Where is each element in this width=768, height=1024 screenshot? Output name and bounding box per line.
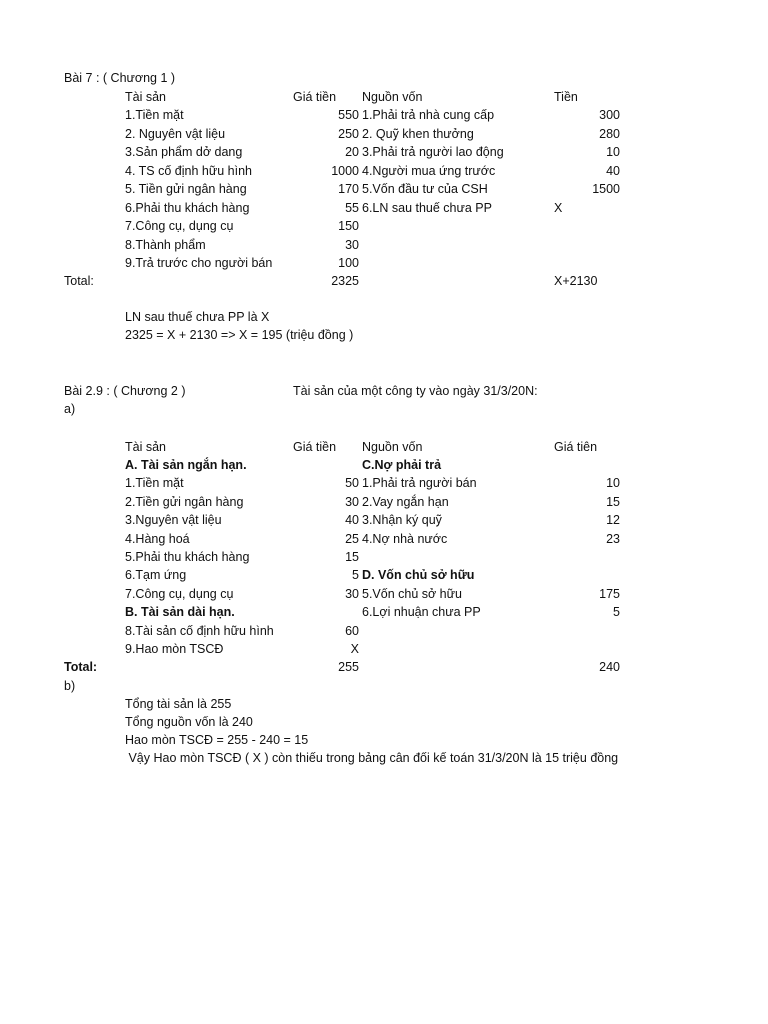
ex1-row-5-source-name: 5.Vốn đầu tư của CSH <box>362 182 488 196</box>
ex1-header-asset: Tài sản <box>125 90 166 104</box>
ex2-row-5-asset-amount: 25 <box>345 531 359 546</box>
ex2-row-10-asset-name: 8.Tài sản cố định hữu hình <box>125 623 274 638</box>
ex1-row-1-source-amount: 300 <box>599 108 620 122</box>
ex2-row-3-asset-amount: 30 <box>345 494 359 509</box>
ex1-row-6-source-amount: X <box>554 200 563 215</box>
ex1-row-3-source-amount: 10 <box>606 145 620 159</box>
ex2-note-4: Vậy Hao mòn TSCĐ ( X ) còn thiếu trong bảng cân đối kế toán 31/3/20N là 15 triệu đồng <box>125 751 619 765</box>
ex1-row-2-source-amount: 280 <box>599 126 620 141</box>
ex2-row-6-asset-name: 5.Phải thu khách hàng <box>125 550 250 564</box>
ex2-row-4-asset-amount: 40 <box>345 513 359 528</box>
ex1-row-1-asset-amount: 550 <box>338 108 359 122</box>
ex2-row-5-source-amount: 23 <box>606 531 620 546</box>
ex1-row-5-asset-name: 5. Tiền gửi ngân hàng <box>125 182 247 196</box>
ex2-row-7-asset-amount: 5 <box>352 568 359 583</box>
ex2-total-assets: 255 <box>338 660 359 674</box>
ex2-header-amount: Giá tiền <box>293 440 337 454</box>
ex1-row-7-asset-amount: 150 <box>338 219 359 233</box>
ex1-row-4-asset-amount: 1000 <box>331 163 359 178</box>
ex1-row-9-asset-amount: 100 <box>338 256 359 270</box>
ex2-row-5-asset-name: 4.Hàng hoá <box>125 531 190 546</box>
ex2-row-3-source-amount: 15 <box>606 494 620 509</box>
ex1-header-money: Tiền <box>554 90 578 104</box>
ex2-row-4-asset-name: 3.Nguyên vật liệu <box>125 513 222 528</box>
ex2-row-9-asset-name: B. Tài sản dài hạn. <box>125 605 235 620</box>
ex2-row-5-source-name: 4.Nợ nhà nước <box>362 531 448 546</box>
ex1-row-3-asset-name: 3.Sản phẩm dở dang <box>125 145 243 159</box>
ex1-row-7-asset-name: 7.Công cụ, dụng cụ <box>125 219 234 233</box>
ex1-row-4-source-name: 4.Người mua ứng trước <box>362 163 496 178</box>
ex1-header-amount: Giá tiền <box>293 90 337 104</box>
ex2-row-3-source-name: 2.Vay ngắn hạn <box>362 494 449 509</box>
ex1-row-1-source-name: 1.Phải trả nhà cung cấp <box>362 108 495 122</box>
ex2-row-9-source-name: 6.Lợi nhuận chưa PP <box>362 605 481 620</box>
ex2-row-8-source-name: 5.Vốn chủ sở hữu <box>362 586 462 601</box>
ex1-row-5-source-amount: 1500 <box>592 182 620 196</box>
ex1-row-2-asset-name: 2. Nguyên vật liệu <box>125 126 226 141</box>
ex2-row-7-source-name: D. Vốn chủ sở hữu <box>362 568 475 583</box>
ex2-row-2-asset-amount: 50 <box>345 476 359 491</box>
ex1-row-9-asset-name: 9.Trả trước cho người bán <box>125 256 273 270</box>
ex2-row-6-asset-amount: 15 <box>345 550 359 564</box>
ex2-row-9-source-amount: 5 <box>613 605 620 620</box>
ex1-row-8-asset-name: 8.Thành phẩm <box>125 237 206 252</box>
ex1-row-4-asset-name: 4. TS cố định hữu hình <box>125 163 252 178</box>
ex1-row-6-source-name: 6.LN sau thuế chưa PP <box>362 200 492 215</box>
ex2-row-8-asset-amount: 30 <box>345 586 359 601</box>
ex1-row-4-source-amount: 40 <box>606 163 620 178</box>
ex1-header-source: Nguồn vốn <box>362 90 423 104</box>
ex2-row-2-source-name: 1.Phải trả người bán <box>362 476 477 491</box>
ex1-row-6-asset-amount: 55 <box>345 200 359 215</box>
ex1-note-2: 2325 = X + 2130 => X = 195 (triệu đồng ) <box>125 328 354 342</box>
ex2-part-a: a) <box>64 402 76 416</box>
ex1-row-2-asset-amount: 250 <box>338 126 359 141</box>
ex1-row-8-asset-amount: 30 <box>345 237 359 252</box>
ex2-subtitle: Tài sản của một công ty vào ngày 31/3/20N: <box>293 384 538 398</box>
ex2-row-2-source-amount: 10 <box>606 476 620 491</box>
ex2-note-2: Tổng nguồn vốn là 240 <box>125 715 253 729</box>
ex2-note-3: Hao mòn TSCĐ = 255 - 240 = 15 <box>125 733 309 747</box>
ex1-total-label: Total: <box>64 274 94 288</box>
ex1-row-3-asset-amount: 20 <box>345 145 359 159</box>
ex2-row-3-asset-name: 2.Tiền gửi ngân hàng <box>125 494 244 509</box>
ex2-row-8-source-amount: 175 <box>599 586 620 601</box>
ex2-total-label: Total: <box>64 660 98 674</box>
ex2-header-asset: Tài sản <box>125 440 166 454</box>
ex2-row-7-asset-name: 6.Tạm ứng <box>125 568 187 583</box>
ex1-row-3-source-name: 3.Phải trả người lao động <box>362 145 504 159</box>
ex2-title: Bài 2.9 : ( Chương 2 ) <box>64 384 186 398</box>
ex2-row-8-asset-name: 7.Công cụ, dụng cụ <box>125 586 234 601</box>
ex1-title: Bài 7 : ( Chương 1 ) <box>64 71 176 85</box>
ex2-part-b: b) <box>64 679 76 693</box>
ex2-row-11-asset-amount: X <box>350 642 359 656</box>
ex1-row-6-asset-name: 6.Phải thu khách hàng <box>125 200 250 215</box>
ex1-row-2-source-name: 2. Quỹ khen thưởng <box>362 126 474 141</box>
ex2-header-source: Nguồn vốn <box>362 440 423 454</box>
ex2-row-2-asset-name: 1.Tiền mặt <box>125 476 184 491</box>
ex2-row-1-source-name: C.Nợ phải trả <box>362 458 442 472</box>
ex1-note-1: LN sau thuế chưa PP là X <box>125 310 270 324</box>
ex2-row-10-asset-amount: 60 <box>345 623 359 638</box>
ex1-total-sources: X+2130 <box>554 274 598 288</box>
ex2-row-1-asset-name: A. Tài sản ngắn hạn. <box>125 458 247 472</box>
ex2-row-4-source-name: 3.Nhận ký quỹ <box>362 513 442 528</box>
ex2-note-1: Tổng tài sản là 255 <box>125 697 232 711</box>
ex2-header-money: Giá tiên <box>554 440 598 454</box>
ex1-row-5-asset-amount: 170 <box>338 182 359 196</box>
ex1-total-assets: 2325 <box>331 274 359 288</box>
ex2-row-4-source-amount: 12 <box>606 513 620 528</box>
ex1-row-1-asset-name: 1.Tiền mặt <box>125 108 184 122</box>
ex2-row-11-asset-name: 9.Hao mòn TSCĐ <box>125 642 224 656</box>
ex2-total-sources: 240 <box>599 660 620 674</box>
